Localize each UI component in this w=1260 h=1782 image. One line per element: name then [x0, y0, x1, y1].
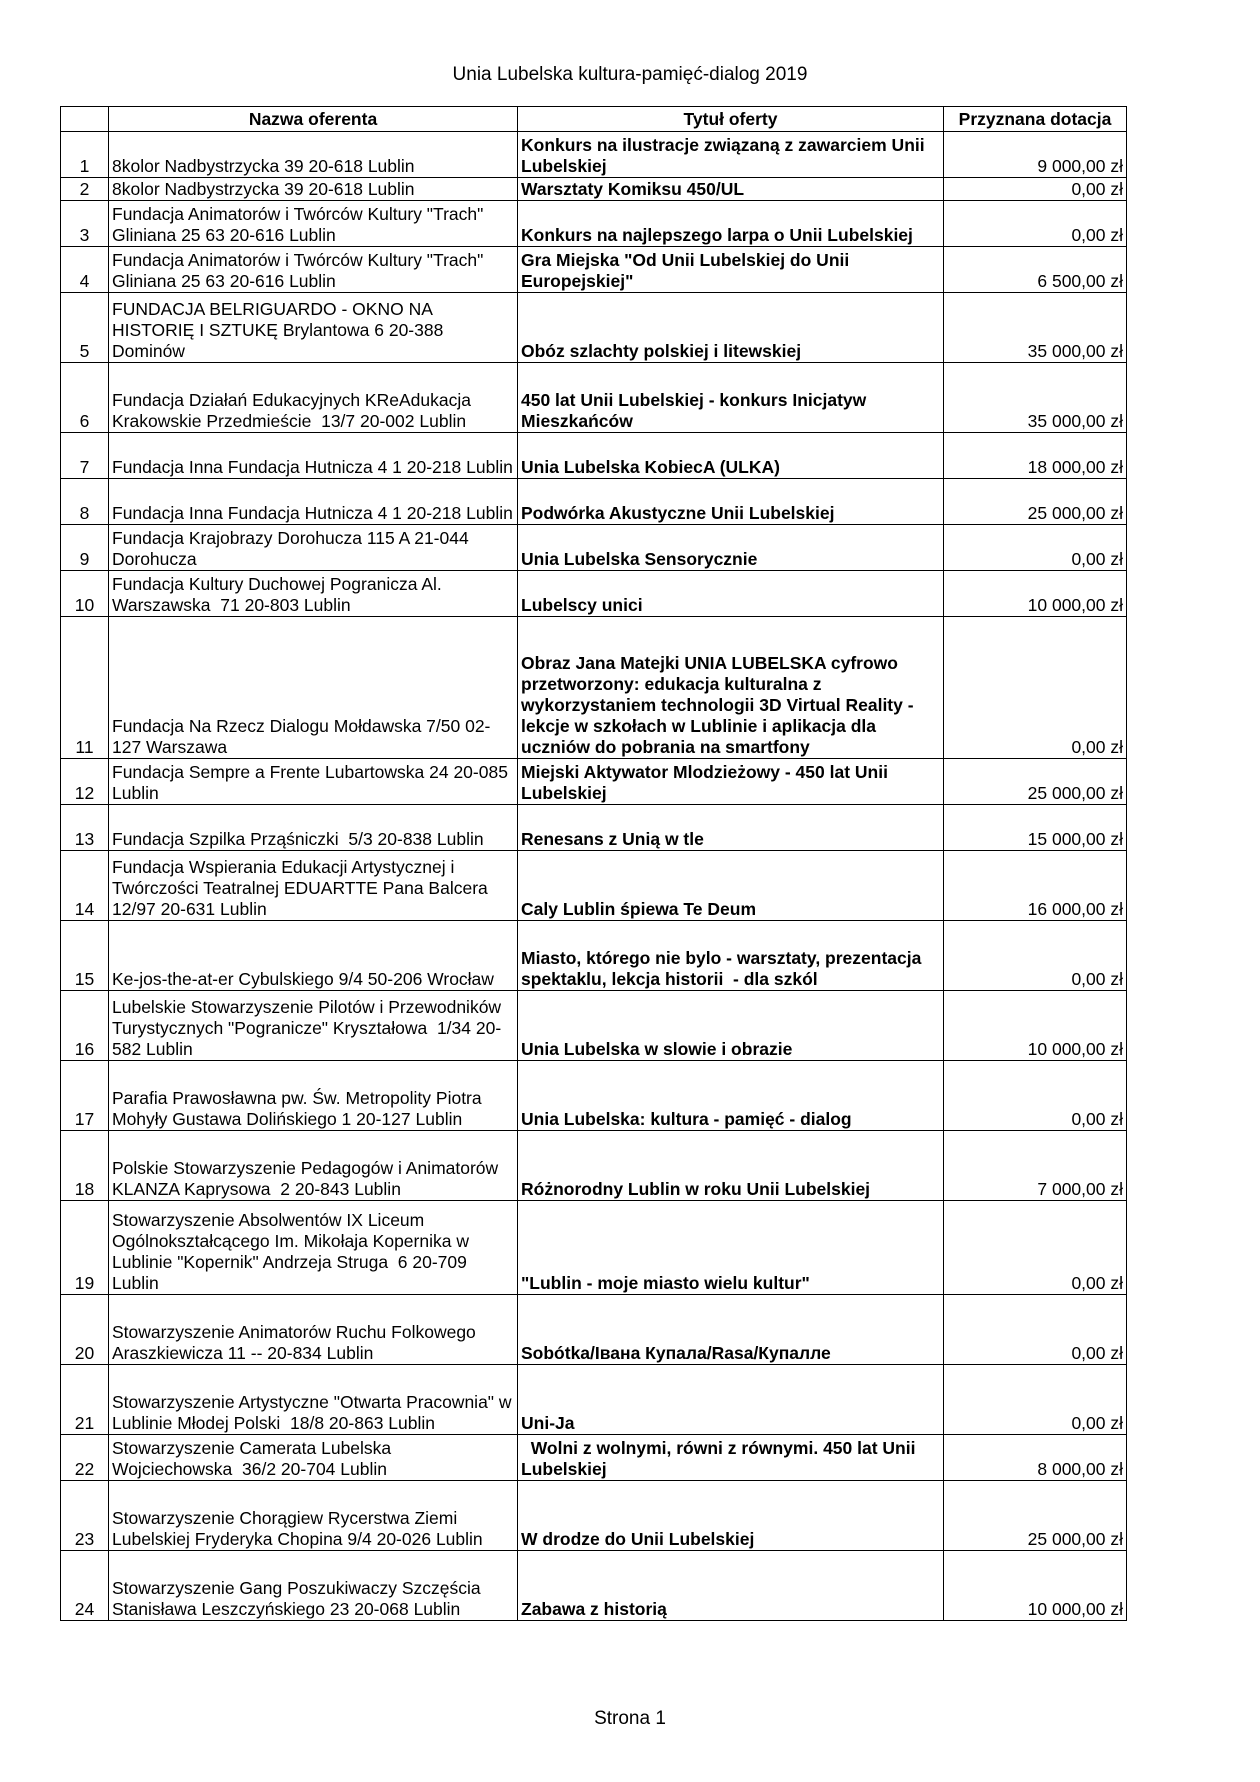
- applicant-name: Fundacja Sempre a Frente Lubartowska 24 20-085 Lublin: [109, 759, 518, 805]
- applicant-name: Stowarzyszenie Absolwentów IX Liceum Ogólnokształcącego Im. Mikołaja Kopernika w Lublinie "Kopernik" Andrzeja Struga 6 20-709 Lublin: [109, 1201, 518, 1295]
- grant-amount: 0,00 zł: [944, 1295, 1127, 1365]
- table-row: [61, 571, 1127, 617]
- table-row: [61, 1435, 1127, 1481]
- grant-amount: 0,00 zł: [944, 1365, 1127, 1435]
- applicant-name: Parafia Prawosławna pw. Św. Metropolity Piotra Mohyły Gustawa Dolińskiego 1 20-127 Lublin: [109, 1061, 518, 1131]
- table-row: [61, 178, 1127, 201]
- offer-title: Warsztaty Komiksu 450/UL: [518, 178, 944, 201]
- row-number: 11: [61, 617, 109, 759]
- offer-title: Renesans z Unią w tle: [518, 805, 944, 851]
- header-grant-amount: Przyznana dotacja: [944, 107, 1127, 132]
- row-number: 3: [61, 201, 109, 247]
- offer-title: "Lublin - moje miasto wielu kultur": [518, 1201, 944, 1295]
- table-row: [61, 991, 1127, 1061]
- offer-title: Konkurs na ilustracje związaną z zawarciem Unii Lubelskiej: [518, 132, 944, 178]
- row-number: 23: [61, 1481, 109, 1551]
- table-row: [61, 363, 1127, 433]
- offer-title: Obóz szlachty polskiej i litewskiej: [518, 293, 944, 363]
- header-applicant: Nazwa oferenta: [109, 107, 518, 132]
- applicant-name: Fundacja Animatorów i Twórców Kultury "Trach" Gliniana 25 63 20-616 Lublin: [109, 247, 518, 293]
- row-number: 12: [61, 759, 109, 805]
- table-row: [61, 805, 1127, 851]
- applicant-name: 8kolor Nadbystrzycka 39 20-618 Lublin: [109, 178, 518, 201]
- table-body: [61, 132, 1127, 1621]
- grant-amount: 6 500,00 zł: [944, 247, 1127, 293]
- row-number: 8: [61, 479, 109, 525]
- offer-title: Unia Lubelska: kultura - pamięć - dialog: [518, 1061, 944, 1131]
- offer-title: Różnorodny Lublin w roku Unii Lubelskiej: [518, 1131, 944, 1201]
- grants-table: [60, 106, 1127, 1621]
- grant-amount: 35 000,00 zł: [944, 363, 1127, 433]
- row-number: 2: [61, 178, 109, 201]
- applicant-name: Fundacja Kultury Duchowej Pogranicza Al. Warszawska 71 20-803 Lublin: [109, 571, 518, 617]
- applicant-name: Stowarzyszenie Gang Poszukiwaczy Szczęścia Stanisława Leszczyńskiego 23 20-068 Lublin: [109, 1551, 518, 1621]
- applicant-name: Stowarzyszenie Camerata Lubelska Wojciechowska 36/2 20-704 Lublin: [109, 1435, 518, 1481]
- applicant-name: Lubelskie Stowarzyszenie Pilotów i Przewodników Turystycznych "Pogranicze" Kryształowa 1/34 20-582 Lublin: [109, 991, 518, 1061]
- offer-title: Unia Lubelska KobiecA (ULKA): [518, 433, 944, 479]
- offer-title: Unia Lubelska w slowie i obrazie: [518, 991, 944, 1061]
- offer-title: W drodze do Unii Lubelskiej: [518, 1481, 944, 1551]
- row-number: 5: [61, 293, 109, 363]
- page-footer: Strona 1: [594, 1708, 666, 1729]
- row-number: 6: [61, 363, 109, 433]
- table-row: [61, 1295, 1127, 1365]
- applicant-name: 8kolor Nadbystrzycka 39 20-618 Lublin: [109, 132, 518, 178]
- applicant-name: Fundacja Szpilka Prząśniczki 5/3 20-838 Lublin: [109, 805, 518, 851]
- grant-amount: 16 000,00 zł: [944, 851, 1127, 921]
- page-title: Unia Lubelska kultura-pamięć-dialog 2019: [452, 64, 808, 85]
- offer-title: Caly Lublin śpiewa Te Deum: [518, 851, 944, 921]
- table-row: [61, 1131, 1127, 1201]
- table-row: [61, 201, 1127, 247]
- table-row: [61, 617, 1127, 759]
- row-number: 18: [61, 1131, 109, 1201]
- table-row: [61, 479, 1127, 525]
- row-number: 24: [61, 1551, 109, 1621]
- applicant-name: FUNDACJA BELRIGUARDO - OKNO NA HISTORIĘ I SZTUKĘ Brylantowa 6 20-388 Dominów: [109, 293, 518, 363]
- grant-amount: 0,00 zł: [944, 921, 1127, 991]
- applicant-name: Stowarzyszenie Chorągiew Rycerstwa Ziemi Lubelskiej Fryderyka Chopina 9/4 20-026 Lublin: [109, 1481, 518, 1551]
- offer-title: Obraz Jana Matejki UNIA LUBELSKA cyfrowo przetworzony: edukacja kulturalna z wykorzystaniem technologii 3D Virtual Reality - lekcje w szkołach w Lublinie i aplikacja dla uczniów do pobrania na smartfony: [518, 617, 944, 759]
- offer-title: Miasto, którego nie bylo - warsztaty, prezentacja spektaklu, lekcja historii - dla szkól: [518, 921, 944, 991]
- table-row: [61, 851, 1127, 921]
- table-row: [61, 921, 1127, 991]
- table-row: [61, 1201, 1127, 1295]
- table-row: [61, 247, 1127, 293]
- grant-amount: 25 000,00 zł: [944, 759, 1127, 805]
- offer-title: Podwórka Akustyczne Unii Lubelskiej: [518, 479, 944, 525]
- offer-title: Unia Lubelska Sensorycznie: [518, 525, 944, 571]
- row-number: 13: [61, 805, 109, 851]
- grant-amount: 8 000,00 zł: [944, 1435, 1127, 1481]
- grant-amount: 0,00 zł: [944, 617, 1127, 759]
- offer-title: Konkurs na najlepszego larpa o Unii Lubelskiej: [518, 201, 944, 247]
- grant-amount: 7 000,00 zł: [944, 1131, 1127, 1201]
- applicant-name: Fundacja Inna Fundacja Hutnicza 4 1 20-218 Lublin: [109, 479, 518, 525]
- applicant-name: Fundacja Animatorów i Twórców Kultury "Trach" Gliniana 25 63 20-616 Lublin: [109, 201, 518, 247]
- applicant-name: Fundacja Krajobrazy Dorohucza 115 A 21-044 Dorohucza: [109, 525, 518, 571]
- grant-amount: 0,00 zł: [944, 525, 1127, 571]
- table-row: [61, 1061, 1127, 1131]
- table-row: [61, 132, 1127, 178]
- grant-amount: 0,00 zł: [944, 1061, 1127, 1131]
- row-number: 21: [61, 1365, 109, 1435]
- row-number: 9: [61, 525, 109, 571]
- row-number: 22: [61, 1435, 109, 1481]
- offer-title: 450 lat Unii Lubelskiej - konkurs Inicjatyw Mieszkańców: [518, 363, 944, 433]
- offer-title: Gra Miejska "Od Unii Lubelskiej do Unii Europejskiej": [518, 247, 944, 293]
- offer-title: Wolni z wolnymi, równi z równymi. 450 lat Unii Lubelskiej: [518, 1435, 944, 1481]
- grant-amount: 0,00 zł: [944, 1201, 1127, 1295]
- table-row: [61, 433, 1127, 479]
- grant-amount: 35 000,00 zł: [944, 293, 1127, 363]
- table-row: [61, 525, 1127, 571]
- table-row: [61, 759, 1127, 805]
- grant-amount: 15 000,00 zł: [944, 805, 1127, 851]
- table-row: [61, 1481, 1127, 1551]
- row-number: 4: [61, 247, 109, 293]
- row-number: 19: [61, 1201, 109, 1295]
- grant-amount: 18 000,00 zł: [944, 433, 1127, 479]
- grant-amount: 10 000,00 zł: [944, 1551, 1127, 1621]
- offer-title: Lubelscy unici: [518, 571, 944, 617]
- grant-amount: 10 000,00 zł: [944, 991, 1127, 1061]
- row-number: 17: [61, 1061, 109, 1131]
- row-number: 20: [61, 1295, 109, 1365]
- applicant-name: Stowarzyszenie Artystyczne "Otwarta Pracownia" w Lublinie Młodej Polski 18/8 20-863 Lublin: [109, 1365, 518, 1435]
- row-number: 16: [61, 991, 109, 1061]
- header-number: [61, 107, 109, 132]
- row-number: 7: [61, 433, 109, 479]
- table-row: [61, 1365, 1127, 1435]
- grant-amount: 25 000,00 zł: [944, 479, 1127, 525]
- offer-title: Zabawa z historią: [518, 1551, 944, 1621]
- grant-amount: 9 000,00 zł: [944, 132, 1127, 178]
- table-row: [61, 293, 1127, 363]
- applicant-name: Polskie Stowarzyszenie Pedagogów i Animatorów KLANZA Kaprysowa 2 20-843 Lublin: [109, 1131, 518, 1201]
- row-number: 1: [61, 132, 109, 178]
- row-number: 14: [61, 851, 109, 921]
- table-row: [61, 1551, 1127, 1621]
- row-number: 10: [61, 571, 109, 617]
- applicant-name: Fundacja Działań Edukacyjnych KReAdukacja Krakowskie Przedmieście 13/7 20-002 Lublin: [109, 363, 518, 433]
- header-offer-title: Tytuł oferty: [518, 107, 944, 132]
- applicant-name: Fundacja Inna Fundacja Hutnicza 4 1 20-218 Lublin: [109, 433, 518, 479]
- grant-amount: 0,00 zł: [944, 178, 1127, 201]
- table-header-row: [61, 107, 1127, 132]
- offer-title: Uni-Ja: [518, 1365, 944, 1435]
- offer-title: Sobótka/Івана Купала/Rasa/Купалле: [518, 1295, 944, 1365]
- offer-title: Miejski Aktywator Mlodzieżowy - 450 lat Unii Lubelskiej: [518, 759, 944, 805]
- applicant-name: Fundacja Na Rzecz Dialogu Mołdawska 7/50 02-127 Warszawa: [109, 617, 518, 759]
- applicant-name: Ke-jos-the-at-er Cybulskiego 9/4 50-206 Wrocław: [109, 921, 518, 991]
- grant-amount: 0,00 zł: [944, 201, 1127, 247]
- row-number: 15: [61, 921, 109, 991]
- applicant-name: Fundacja Wspierania Edukacji Artystycznej i Twórczości Teatralnej EDUARTTE Pana Balcera 12/97 20-631 Lublin: [109, 851, 518, 921]
- applicant-name: Stowarzyszenie Animatorów Ruchu Folkowego Araszkiewicza 11 -- 20-834 Lublin: [109, 1295, 518, 1365]
- grant-amount: 25 000,00 zł: [944, 1481, 1127, 1551]
- grant-amount: 10 000,00 zł: [944, 571, 1127, 617]
